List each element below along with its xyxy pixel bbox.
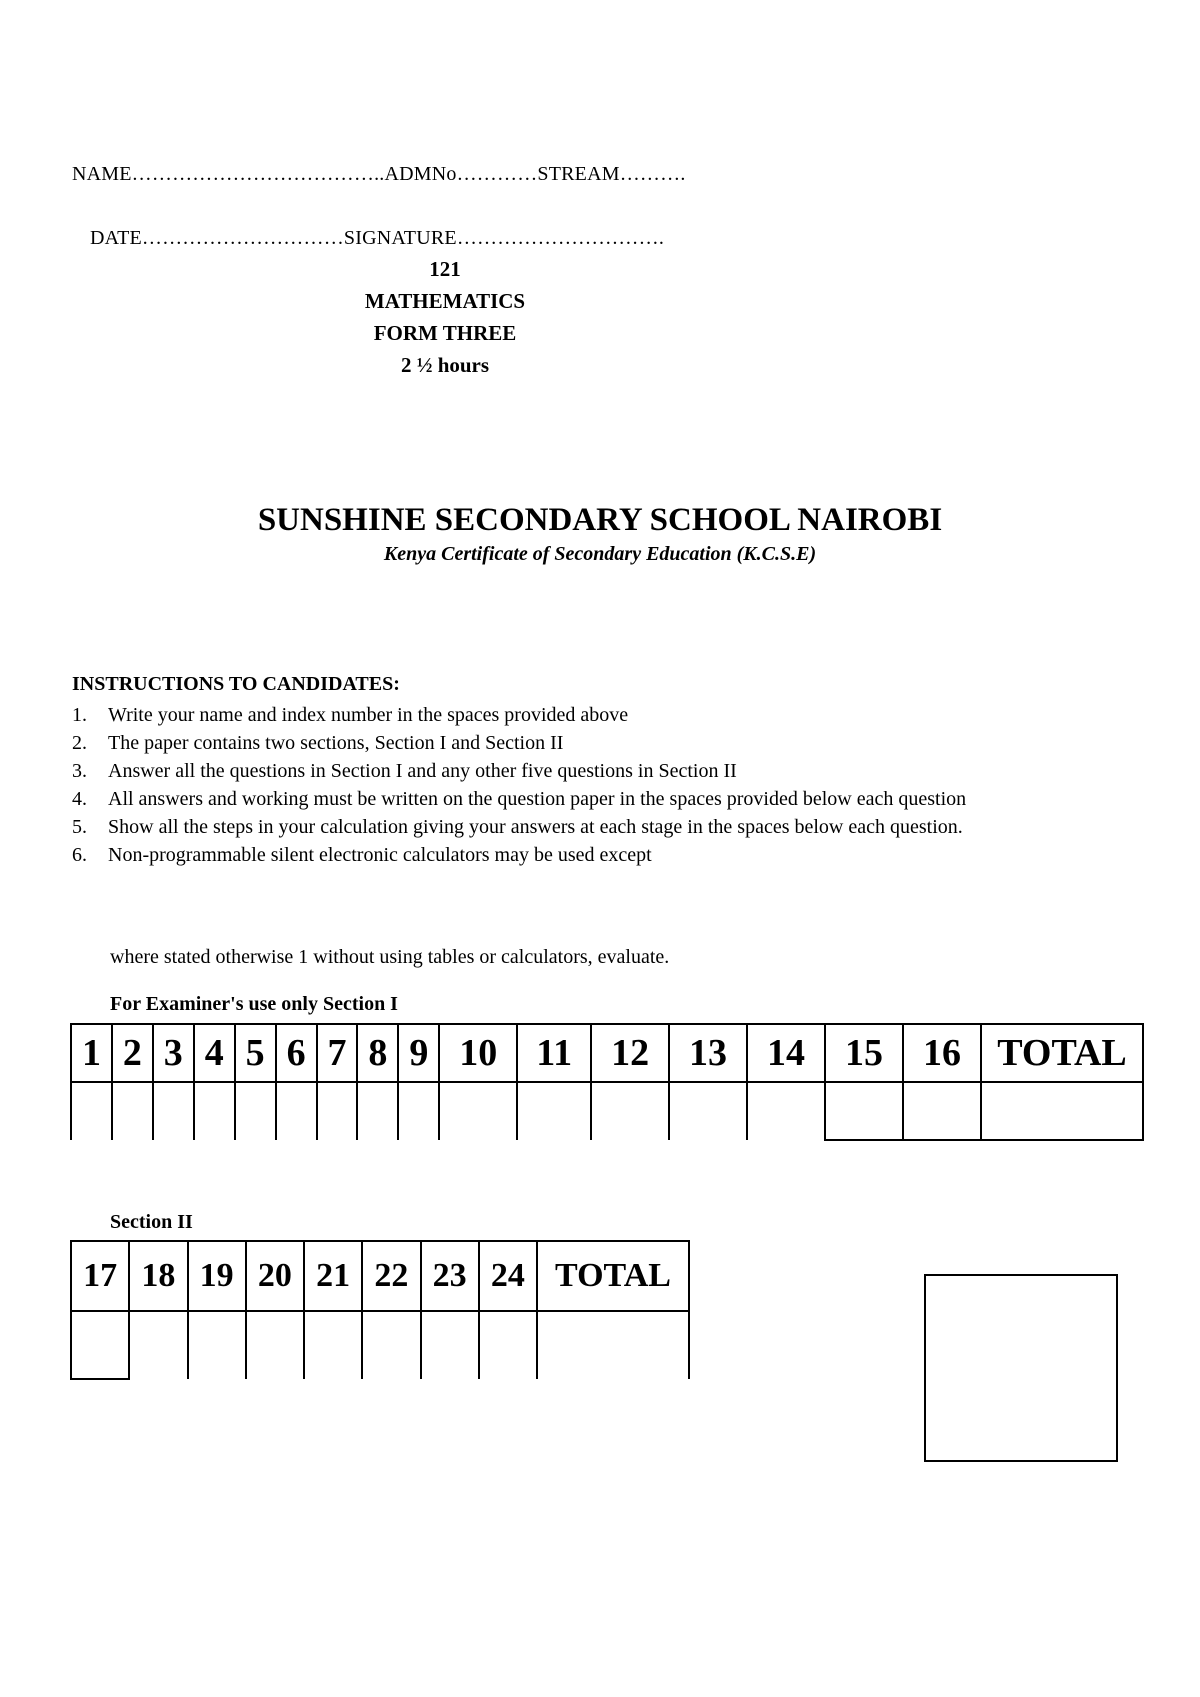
section-2-total-header: TOTAL — [537, 1241, 689, 1311]
paper-subject: MATHEMATICS — [364, 289, 526, 313]
instruction-item: 6. Non-programmable silent electronic calculators may be used except — [72, 844, 652, 866]
section-1-header-cell: 8 — [357, 1024, 398, 1082]
paper-form: FORM THREE — [373, 321, 517, 345]
instruction-item: 2. The paper contains two sections, Section I and Section II — [72, 732, 564, 754]
section-1-header-cell: 14 — [747, 1024, 825, 1082]
section-2-score-cell[interactable] — [129, 1311, 187, 1379]
section-2-header-cell: 21 — [304, 1241, 362, 1311]
section-2-score-cell[interactable] — [304, 1311, 362, 1379]
section-1-score-cell[interactable] — [747, 1082, 825, 1140]
section-1-label: For Examiner's use only Section I — [110, 993, 398, 1015]
section-1-header-cell: 16 — [903, 1024, 981, 1082]
section-1-header-cell: 2 — [112, 1024, 153, 1082]
section-1-score-cell[interactable] — [112, 1082, 153, 1140]
section-2-header-cell: 19 — [188, 1241, 246, 1311]
section-1-score-cell[interactable] — [825, 1082, 903, 1140]
section-1-score-cell[interactable] — [669, 1082, 747, 1140]
instruction-item: 5. Show all the steps in your calculation giving your answers at each stage in the spaces below each question. — [72, 816, 963, 838]
section-2-score-cell[interactable] — [479, 1311, 537, 1379]
section-2-score-cell[interactable] — [362, 1311, 420, 1379]
section-1-score-cell[interactable] — [357, 1082, 398, 1140]
grand-total-box[interactable] — [924, 1274, 1118, 1462]
instructions-list — [72, 701, 1138, 869]
instruction-item: 1. Write your name and index number in the spaces provided above — [72, 704, 629, 726]
section-2-score-cell[interactable] — [188, 1311, 246, 1379]
section-1-header-cell: 6 — [276, 1024, 317, 1082]
section-1-header-cell: 12 — [591, 1024, 669, 1082]
section-1-header-cell: 11 — [517, 1024, 591, 1082]
date-signature-line: DATE…………………………SIGNATURE…………………………. — [90, 227, 665, 249]
section-2-score-table — [70, 1240, 690, 1380]
section-1-header-cell: 4 — [194, 1024, 235, 1082]
paper-code: 121 — [429, 257, 461, 281]
section-2-score-cell[interactable] — [71, 1311, 129, 1379]
instruction-note: where stated otherwise 1 without using tables or calculators, evaluate. — [110, 946, 670, 968]
section-2-header-cell: 23 — [421, 1241, 479, 1311]
section-1-score-cell[interactable] — [276, 1082, 317, 1140]
section-1-header-cell: 1 — [71, 1024, 112, 1082]
section-1-header-cell: 10 — [439, 1024, 517, 1082]
instruction-item: 4. All answers and working must be written on the question paper in the spaces provided below each question — [72, 788, 967, 810]
section-2-label: Section II — [110, 1211, 193, 1233]
exam-subtitle: Kenya Certificate of Secondary Education (K.C.S.E) — [383, 543, 817, 565]
section-2-header-cell: 22 — [362, 1241, 420, 1311]
section-1-score-cell[interactable] — [71, 1082, 112, 1140]
section-1-score-cell[interactable] — [153, 1082, 194, 1140]
section-1-score-cell[interactable] — [194, 1082, 235, 1140]
section-2-score-cell[interactable] — [421, 1311, 479, 1379]
section-2-header-cell: 24 — [479, 1241, 537, 1311]
section-1-total-cell[interactable] — [981, 1082, 1143, 1140]
section-1-total-header: TOTAL — [981, 1024, 1143, 1082]
paper-duration: 2 ½ hours — [400, 353, 490, 377]
section-1-score-cell[interactable] — [439, 1082, 517, 1140]
section-1-header-cell: 5 — [235, 1024, 276, 1082]
section-2-header-cell: 17 — [71, 1241, 129, 1311]
section-2-header-cell: 20 — [246, 1241, 304, 1311]
instruction-item: 3. Answer all the questions in Section I and any other five questions in Section II — [72, 760, 737, 782]
section-1-score-table — [70, 1023, 1144, 1141]
section-1-header-cell: 3 — [153, 1024, 194, 1082]
section-1-score-cell[interactable] — [903, 1082, 981, 1140]
section-1-header-cell: 7 — [317, 1024, 358, 1082]
section-1-score-cell[interactable] — [517, 1082, 591, 1140]
name-admno-stream-line: NAME………………………………..ADMNo…………STREAM………. — [72, 163, 686, 185]
section-1-score-cell[interactable] — [591, 1082, 669, 1140]
school-name: SUNSHINE SECONDARY SCHOOL NAIROBI — [257, 502, 943, 538]
section-1-score-cell[interactable] — [398, 1082, 439, 1140]
section-2-score-cell[interactable] — [246, 1311, 304, 1379]
section-2-total-cell[interactable] — [537, 1311, 689, 1379]
instructions-title: INSTRUCTIONS TO CANDIDATES: — [72, 673, 400, 695]
section-1-header-cell: 9 — [398, 1024, 439, 1082]
section-1-score-cell[interactable] — [235, 1082, 276, 1140]
section-1-score-cell[interactable] — [317, 1082, 358, 1140]
section-1-header-cell: 15 — [825, 1024, 903, 1082]
section-1-header-cell: 13 — [669, 1024, 747, 1082]
section-2-header-cell: 18 — [129, 1241, 187, 1311]
